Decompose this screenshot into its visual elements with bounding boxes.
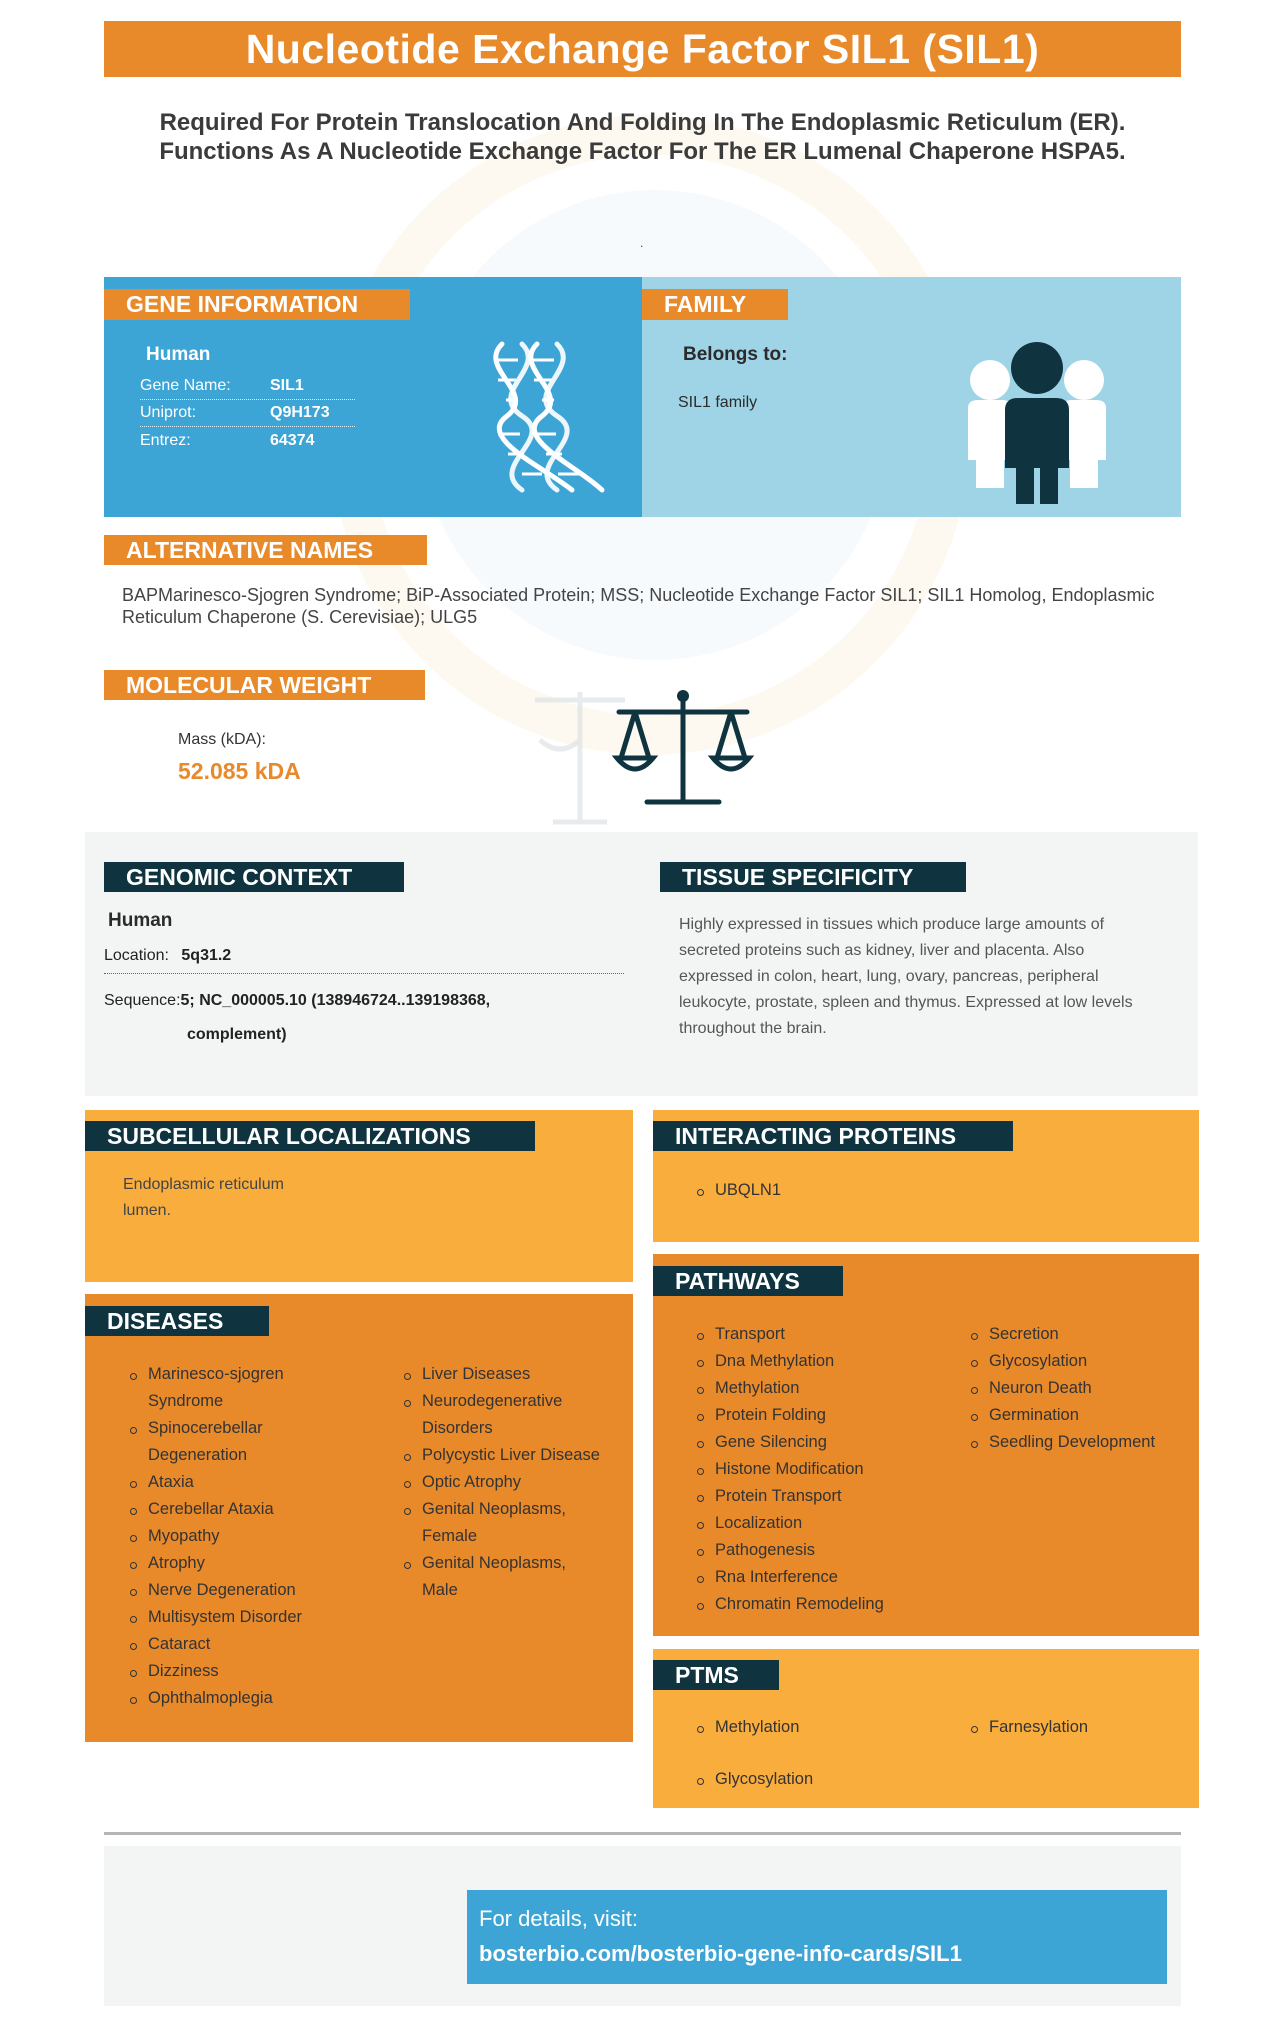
list-item-text: Localization — [715, 1514, 803, 1532]
list-item — [128, 1523, 368, 1550]
list-item-text: Neurodegenerative — [422, 1392, 563, 1410]
list-item-text: Seedling Development — [989, 1433, 1156, 1451]
footer-divider — [104, 1832, 1181, 1835]
list-item — [402, 1469, 632, 1496]
list-item — [128, 1550, 368, 1577]
list-item-text: Male — [422, 1581, 458, 1599]
list-item-text: Rna Interference — [715, 1568, 838, 1586]
list-item-text: Genital Neoplasms, — [422, 1554, 566, 1572]
list-item-text: Cerebellar Ataxia — [148, 1500, 274, 1518]
pathways-column-1 — [695, 1321, 955, 1618]
subcellular-text — [123, 1172, 373, 1224]
list-item — [128, 1685, 368, 1712]
list-item-text: Polycystic Liver Disease — [422, 1446, 600, 1464]
tissue-specificity-heading: TISSUE SPECIFICITY — [660, 862, 966, 892]
uniprot-label: Uniprot: — [140, 404, 197, 421]
list-item — [402, 1442, 632, 1469]
list-item-text: Spinocerebellar — [148, 1419, 263, 1437]
list-item — [969, 1348, 1189, 1375]
list-item — [695, 1510, 955, 1537]
list-item-text: Methylation — [715, 1379, 800, 1397]
list-item — [695, 1456, 955, 1483]
entrez-row — [140, 427, 355, 454]
page-subtitle: Required For Protein Translocation And Folding In The Endoplasmic Reticulum (ER). Functions As A Nucleotide Exchange Factor For The ER Lumenal Chaperone HSPA5. — [159, 109, 1126, 165]
mass-label: Mass (kDA): — [178, 731, 266, 748]
alternative-names-text: BAPMarinesco-Sjogren Syndrome; BiP-Associated Protein; MSS; Nucleotide Exchange Factor SIL1; SIL1 Homolog, Endoplasmic Reticulum Chaperone (S. Cerevisiae); ULG5 — [122, 585, 1155, 627]
list-item — [128, 1361, 368, 1415]
list-item — [695, 1375, 955, 1402]
list-item — [402, 1388, 632, 1442]
location-row — [104, 947, 624, 974]
list-item-text: Myopathy — [148, 1527, 220, 1545]
list-item — [402, 1361, 632, 1388]
ptms-column-2 — [969, 1714, 1189, 1766]
sequence-value-1: 5; NC_000005.10 (138946724..139198368, — [180, 992, 491, 1009]
mass-value: 52.085 kDA — [178, 758, 301, 784]
list-item — [695, 1321, 955, 1348]
gene-information-heading: GENE INFORMATION — [104, 289, 410, 320]
uniprot-row — [140, 400, 355, 427]
dna-helix-icon — [462, 338, 612, 498]
diseases-column-1 — [128, 1361, 368, 1712]
list-item — [128, 1415, 368, 1469]
ptms-heading: PTMS — [653, 1660, 779, 1690]
list-item-text: Gene Silencing — [715, 1433, 827, 1451]
list-item-text: Protein Folding — [715, 1406, 826, 1424]
list-item — [695, 1402, 955, 1429]
list-item-text: Transport — [715, 1325, 785, 1343]
uniprot-value: Q9H173 — [270, 404, 330, 421]
gene-name-label: Gene Name: — [140, 377, 231, 394]
alternative-names-heading: ALTERNATIVE NAMES — [104, 535, 427, 565]
list-item-text: Optic Atrophy — [422, 1473, 522, 1491]
list-item-text: Atrophy — [148, 1554, 205, 1572]
list-item-text: Multisystem Disorder — [148, 1608, 303, 1626]
subcellular-line-2: lumen. — [123, 1202, 172, 1219]
list-item — [128, 1631, 368, 1658]
ptms-column-1 — [695, 1714, 955, 1818]
list-item — [695, 1714, 955, 1741]
list-item-text: Methylation — [715, 1718, 800, 1736]
family-belongs-label: Belongs to: — [683, 344, 788, 365]
location-label: Location: — [104, 947, 169, 964]
gene-species: Human — [146, 344, 211, 365]
tissue-specificity-text: Highly expressed in tissues which produce large amounts of secreted proteins such as kidney, liver and placenta. Also expressed in colon, heart, lung, ovary, pancreas, peripheral leukocyte, prostate, spleen and thymus. Expressed at low levels throughout the brain. — [679, 916, 1133, 1037]
list-item — [969, 1375, 1189, 1402]
balance-scale-icon — [535, 680, 775, 830]
list-item-text: Histone Modification — [715, 1460, 864, 1478]
genomic-species: Human — [108, 910, 173, 931]
diseases-heading: DISEASES — [85, 1306, 269, 1336]
gene-name-value: SIL1 — [270, 377, 304, 394]
list-item — [695, 1348, 955, 1375]
list-item — [969, 1321, 1189, 1348]
subcellular-heading: SUBCELLULAR LOCALIZATIONS — [85, 1121, 535, 1151]
page-title: Nucleotide Exchange Factor SIL1 (SIL1) — [245, 25, 1040, 72]
diseases-column-2 — [402, 1361, 632, 1604]
subtitle-dot: . — [640, 236, 644, 250]
list-item-text: Chromatin Remodeling — [715, 1595, 884, 1613]
list-item-text: Marinesco-sjogren — [148, 1365, 284, 1383]
list-item-text: Dizziness — [148, 1662, 219, 1680]
list-item-text: Germination — [989, 1406, 1079, 1424]
gene-name-row — [140, 373, 355, 400]
footer-visit-label: For details, visit: — [479, 1906, 638, 1931]
subcellular-line-1: Endoplasmic reticulum — [123, 1176, 284, 1193]
family-heading: FAMILY — [642, 289, 788, 320]
genomic-context-heading: GENOMIC CONTEXT — [104, 862, 404, 892]
list-item — [402, 1496, 632, 1550]
list-item — [969, 1402, 1189, 1429]
list-item-text: Neuron Death — [989, 1379, 1092, 1397]
list-item — [402, 1550, 632, 1604]
list-item — [695, 1591, 955, 1618]
entrez-label: Entrez: — [140, 431, 191, 449]
list-item-text: Nerve Degeneration — [148, 1581, 296, 1599]
list-item-text: Cataract — [148, 1635, 211, 1653]
list-item-text: Secretion — [989, 1325, 1059, 1343]
list-item-text: Genital Neoplasms, — [422, 1500, 566, 1518]
list-item — [969, 1429, 1189, 1456]
list-item-text: Protein Transport — [715, 1487, 842, 1505]
list-item-text: Ataxia — [148, 1473, 194, 1491]
sequence-label: Sequence: — [104, 992, 181, 1009]
list-item-text: Disorders — [422, 1419, 493, 1437]
list-item — [695, 1483, 955, 1510]
interacting-proteins-list — [695, 1177, 781, 1204]
list-item-text: Ophthalmoplegia — [148, 1689, 273, 1707]
footer-url-link[interactable]: bosterbio.com/bosterbio-gene-info-cards/SIL1 — [479, 1941, 962, 1966]
title-banner — [104, 21, 1181, 77]
molecular-weight-heading: MOLECULAR WEIGHT — [104, 670, 425, 700]
location-value: 5q31.2 — [181, 947, 232, 964]
pathways-heading: PATHWAYS — [653, 1266, 843, 1296]
list-item — [695, 1537, 955, 1564]
list-item-text: Glycosylation — [989, 1352, 1088, 1370]
list-item — [695, 1564, 955, 1591]
interacting-proteins-heading: INTERACTING PROTEINS — [653, 1121, 1013, 1151]
list-item-text: Female — [422, 1527, 478, 1545]
pathways-column-2 — [969, 1321, 1189, 1456]
list-item-text: Glycosylation — [715, 1770, 814, 1788]
list-item — [128, 1496, 368, 1523]
list-item — [969, 1714, 1189, 1741]
list-item — [128, 1658, 368, 1685]
list-item — [128, 1577, 368, 1604]
list-item: UBQLN1 — [695, 1177, 781, 1204]
list-item-text: Liver Diseases — [422, 1365, 531, 1383]
list-item — [695, 1766, 955, 1793]
list-item-text: Degeneration — [148, 1446, 248, 1464]
people-group-icon — [962, 338, 1112, 508]
list-item-text: Farnesylation — [989, 1718, 1089, 1736]
list-item — [128, 1469, 368, 1496]
list-item — [128, 1604, 368, 1631]
family-value: SIL1 family — [678, 394, 758, 411]
sequence-row — [104, 984, 624, 1052]
list-item-text: Syndrome — [148, 1392, 224, 1410]
entrez-value: 64374 — [270, 431, 315, 449]
sequence-value-2: complement) — [187, 1026, 287, 1043]
footer-link-box[interactable] — [467, 1890, 1167, 1984]
list-item-text: Pathogenesis — [715, 1541, 815, 1559]
list-item — [695, 1429, 955, 1456]
list-item-text: Dna Methylation — [715, 1352, 835, 1370]
